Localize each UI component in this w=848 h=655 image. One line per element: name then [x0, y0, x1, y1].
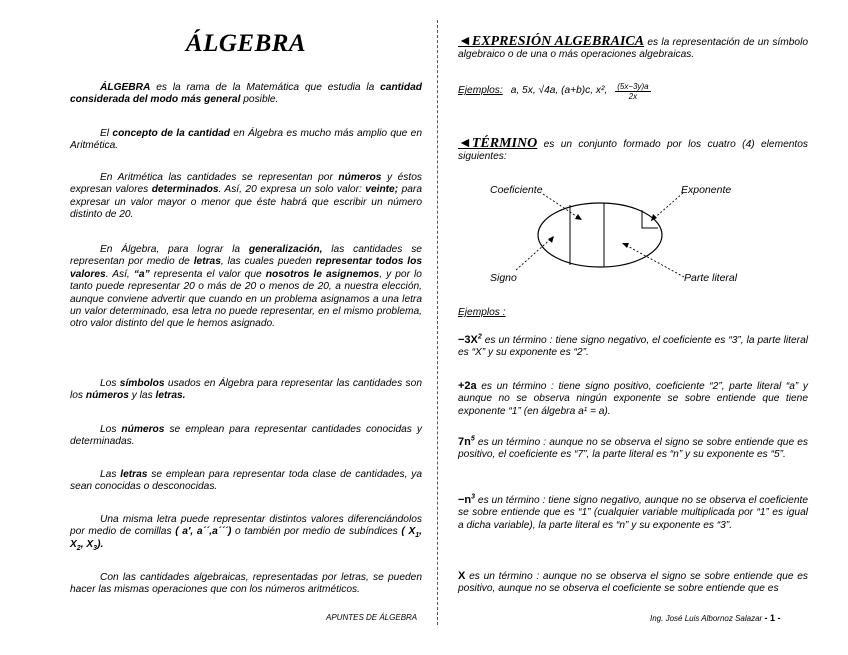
text: representa el valor que [149, 268, 266, 280]
text: es un término : tiene signo positivo, coeficiente “2”, parte literal “a” y aunque no se observa ningún exponente se sobre entiende que tiene exponente “1” (en álgebra a¹ = a). [458, 381, 808, 417]
arrowhead [622, 243, 629, 248]
arrowhead [548, 236, 554, 243]
paragraph-symbols [70, 378, 422, 403]
text: es un término : tiene signo negativo, el coeficiente es “3”, la parte literal es “X” y su exponente es “2”. [458, 335, 808, 359]
bold-text: cantidad considerada del modo más general [70, 82, 422, 106]
text: En Álgebra, para lograr la [100, 244, 249, 255]
text: y éstos expresan valores [70, 172, 422, 196]
fraction [615, 82, 650, 101]
subscript: 3 [93, 544, 98, 552]
text: usados en Álgebra para representar las cantidades son los [70, 378, 422, 402]
paragraph-operations [70, 572, 422, 597]
author: Ing. José Luis Albornoz Salazar [650, 614, 763, 623]
text: Los [100, 424, 122, 435]
bold-text: símbolos [119, 378, 165, 389]
bold-text: letras [193, 256, 221, 268]
subscript: 2 [76, 544, 81, 552]
paragraph-numbers [70, 424, 422, 449]
fraction-numerator: (5x−3y)a [617, 82, 649, 91]
text: es la rama de la Matemática que estudia la [150, 82, 381, 93]
label-exponente: Exponente [681, 184, 732, 196]
text: las cantidades se representan por medio de [70, 244, 422, 268]
examples-expressions [458, 82, 808, 101]
examples-list: a, 5x, √4a, (a+b)c, x², [510, 85, 608, 97]
bold-text: letras [120, 469, 148, 480]
diagram-graphic [458, 178, 808, 288]
section-heading: ◄EXPRESIÓN ALGEBRAICA [458, 34, 645, 49]
example-term-5 [458, 570, 808, 596]
text: y las [128, 390, 156, 402]
example-term-2 [458, 380, 808, 418]
text: ( X [401, 526, 416, 538]
section-heading: ◄TÉRMINO [458, 136, 538, 151]
subscript: 1 [415, 532, 420, 540]
example-term-1 [458, 334, 808, 360]
text: Una misma letra puede representar distintos valores diferenciándolos por medio de comillas [70, 514, 422, 538]
text: o también por medio de subíndices [231, 526, 402, 538]
text: . Así, [105, 268, 134, 280]
page-title: ÁLGEBRA [185, 30, 307, 57]
bold-text: números [121, 424, 165, 435]
page-number: - 1 - [764, 613, 781, 623]
label-coeficiente: Coeficiente [490, 184, 543, 196]
term: +2a [458, 380, 477, 392]
exponent: 3 [471, 493, 476, 501]
bold-text: nosotros le asignemos [265, 268, 380, 280]
text: Las [100, 469, 121, 480]
text: es un conjunto formado por los cuatro (4) elementos siguientes: [458, 139, 808, 163]
bold-text: representar todos los valores [70, 256, 422, 280]
bold-text: letras. [155, 390, 186, 402]
term-diagram [458, 178, 808, 288]
exponent: 2 [477, 333, 482, 341]
term-algebra: ÁLGEBRA [100, 82, 151, 93]
bold-text: números [338, 172, 382, 183]
bold-text: números [85, 390, 129, 402]
bold-text: determinados [151, 184, 219, 196]
text: se emplean para representar toda clase de cantidades, ya sean conocidas o desconocidas. [70, 469, 422, 493]
footer-title: APUNTES DE ÁLGEBRA [326, 613, 418, 622]
text: , X [70, 526, 423, 550]
examples-label: Ejemplos : [458, 307, 506, 318]
term: −n [458, 494, 472, 506]
paragraph-concept [70, 128, 422, 153]
bold-text: “a” [133, 268, 150, 280]
text: , y por lo tanto puede representar 20 o más de 20 o menos de 20, a nuestra elección, aunque conviene advertir que cuando en un problema asignamos a una letra un valor determinado, esa letra no puede representar, en el mismo problema, otro valor distinto del que le hemos asignado. [70, 268, 422, 330]
text: , X [80, 538, 94, 550]
arrowhead [575, 214, 582, 220]
examples-label: Ejemplos: [458, 85, 503, 97]
term-ellipse [538, 203, 662, 267]
paragraph-generalization [70, 244, 422, 331]
expression-definition [458, 36, 808, 62]
paragraph-letters [70, 469, 422, 494]
text: ). [97, 538, 104, 550]
text: se emplean para representar cantidades conocidas y determinadas. [70, 424, 422, 448]
term: X [458, 570, 466, 582]
text: , las cuales pueden [220, 256, 316, 268]
example-term-3 [458, 436, 808, 462]
text: es un término : aunque no se observa el signo se sobre entiende que es positivo, aunque no se observa el coeficiente se sobre entiende que es [458, 571, 808, 595]
text: El [100, 128, 113, 139]
text: para expresar un valor mayor o menor que éste habrá que escribir un número distinto de 20. [70, 184, 422, 221]
bold-text: generalización, [248, 244, 323, 255]
paragraph-arithmetic [70, 172, 422, 222]
bold-text: ( a', a´´,a´´´) [175, 526, 232, 538]
example-term-4 [458, 494, 808, 532]
text: es la representación de un símbolo algebraico o de una o más operaciones algebraicas. [458, 37, 808, 61]
arrow-parte-literal [622, 243, 684, 277]
text: en Álgebra es mucho más amplio que en Aritmética. [70, 128, 423, 152]
text: . Así, 20 expresa un solo valor: [218, 184, 366, 196]
bold-text: concepto de la cantidad [112, 128, 230, 139]
text: es un término : aunque no se observa el signo se sobre entiende que es positivo, el coeficiente es “7”, la parte literal es “n” y su exponente es “5”. [458, 437, 808, 461]
exponent: 5 [470, 435, 475, 443]
column-divider [437, 20, 438, 625]
paragraph-subscripts [70, 514, 422, 551]
text: posible. [240, 94, 279, 106]
term-definition [458, 138, 808, 164]
label-parte-literal: Parte literal [684, 272, 738, 284]
text: Con las cantidades algebraicas, representadas por letras, se pueden hacer las mismas operaciones que con los números aritméticos. [70, 572, 422, 596]
bold-text: veinte; [365, 184, 399, 196]
text: Los [100, 378, 120, 389]
footer-author [650, 613, 780, 623]
term: −3X [458, 334, 478, 346]
label-signo: Signo [490, 272, 517, 284]
text: En Aritmética las cantidades se representan por [100, 172, 339, 183]
fraction-denominator: 2x [628, 92, 638, 101]
term: 7n [458, 436, 471, 448]
paragraph-definition [70, 82, 422, 107]
text: es un término : tiene signo negativo, aunque no se observa el coeficiente se sobre entiende que es “1” (cualquier variable multiplicada por “1” es igual a dicha variable), la parte literal es “n” y su exponente es “3”. [458, 495, 808, 531]
